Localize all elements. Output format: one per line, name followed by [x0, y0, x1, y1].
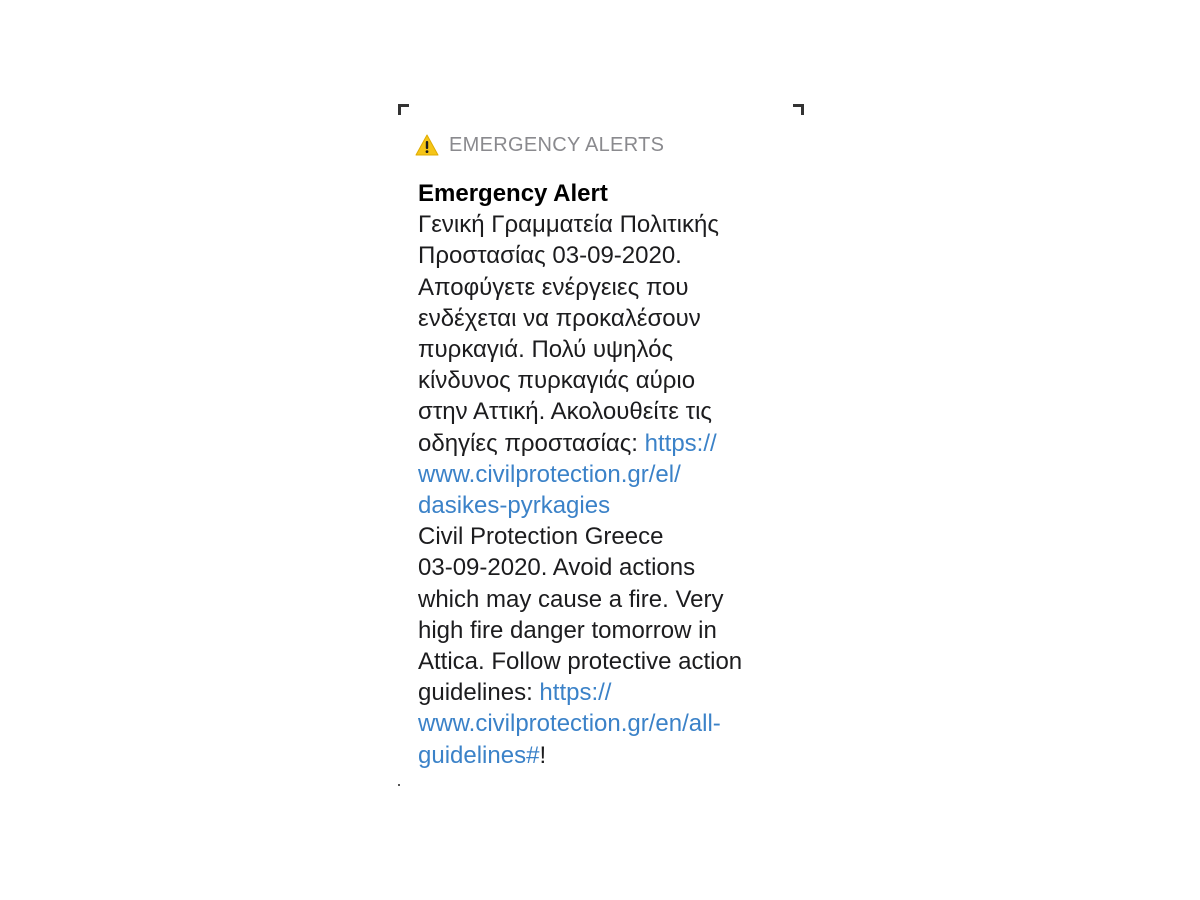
alert-text-line: ενδέχεται να προκαλέσουν — [418, 304, 701, 332]
corner-mark — [398, 784, 400, 786]
alert-text-line: Attica. Follow protective action — [418, 648, 743, 676]
alert-text-line: Προστασίας 03-09-2020. — [418, 242, 682, 270]
app-label: EMERGENCY ALERTS — [449, 133, 665, 156]
alert-text-line — [418, 740, 802, 771]
notification-header — [415, 131, 664, 159]
emergency-alert-notification[interactable] — [398, 104, 804, 786]
corner-mark — [793, 104, 804, 115]
alert-text-line: Civil Protection Greece — [418, 523, 664, 551]
alert-text-line: Γενική Γραμματεία Πολιτικής — [418, 211, 719, 239]
greek-guidelines-link[interactable]: https:// — [644, 429, 717, 457]
alert-body — [418, 178, 802, 771]
alert-text-line: which may cause a fire. Very — [418, 585, 724, 613]
alert-text-line: high fire danger tomorrow in — [418, 616, 717, 644]
english-guidelines-link[interactable]: https:// — [539, 679, 612, 707]
alert-text-line: στην Αττική. Ακολουθείτε τις — [418, 398, 712, 426]
corner-mark — [398, 104, 409, 115]
alert-text-line: 03-09-2020. Avoid actions — [418, 554, 696, 582]
english-guidelines-link[interactable]: www.civilprotection.gr/en/all- — [418, 710, 721, 738]
link-prefix: guidelines: — [418, 679, 540, 707]
english-guidelines-link[interactable]: guidelines# — [418, 741, 540, 769]
alert-text-line: πυρκαγιά. Πολύ υψηλός — [418, 336, 674, 364]
alert-text-line — [418, 428, 802, 459]
link-prefix: οδηγίες προστασίας: — [418, 429, 645, 457]
alert-text-line — [418, 677, 802, 708]
greek-guidelines-link[interactable]: www.civilprotection.gr/el/ — [418, 460, 681, 488]
alert-text-line: κίνδυνος πυρκαγιάς αύριο — [418, 367, 696, 395]
greek-guidelines-link[interactable]: dasikes-pyrkagies — [418, 492, 611, 520]
alert-title: Emergency Alert — [418, 180, 608, 207]
alert-text-line: Αποφύγετε ενέργειες που — [418, 273, 689, 301]
warning-icon — [415, 134, 439, 156]
link-suffix: ! — [539, 741, 547, 769]
